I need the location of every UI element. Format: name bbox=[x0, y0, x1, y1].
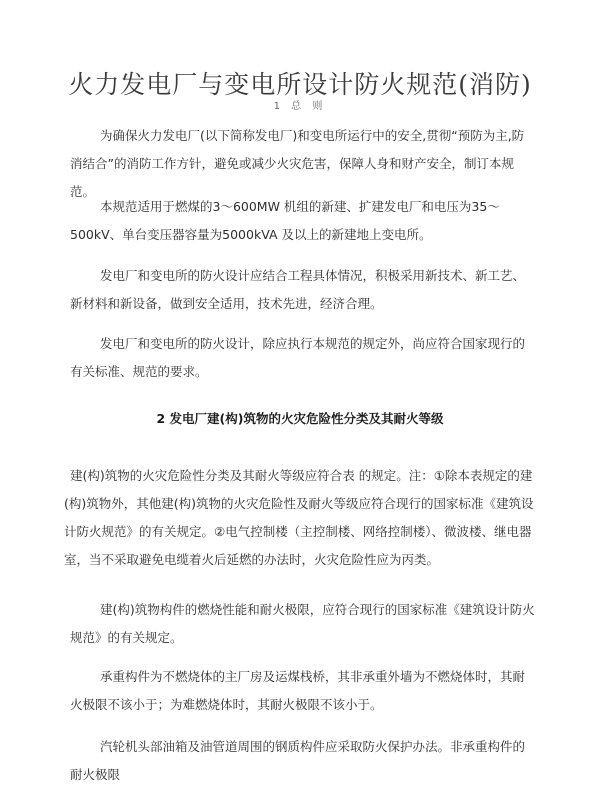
paragraph-purpose: 为确保火力发电厂(以下简称发电厂)和变电所运行中的安全,贯彻“预防为主,防消结合”的消防工作方针，避免或减少火灾危害，保障人身和财产安全，制订本规范。 bbox=[70, 128, 525, 199]
paragraph-component-fire-resistance: 建(构)筑物构件的燃烧性能和耐火极限，应符合现行的国家标准《建筑设计防火规范》的有关规定。 bbox=[70, 602, 535, 645]
chapter-heading: 1 总 则 bbox=[273, 101, 327, 112]
paragraph-standards-compliance: 发电厂和变电所的防火设计，除应执行本规范的规定外，尚应符合国家现行的有关标准、规范的要求。 bbox=[70, 336, 526, 379]
document-title: 火力发电厂与变电所设计防火规范(消防) bbox=[68, 69, 532, 99]
paragraph-scope: 本规范适用于燃煤的3～600MW 机组的新建、扩建发电厂和电压为35～500kV、单台变压器容量为5000kVA 及以上的新建地上变电所。 bbox=[70, 199, 500, 242]
paragraph-main-building-walls: 承重构件为不燃烧体的主厂房及运煤栈桥，其非承重外墙为不燃烧体时，其耐火极限不该小于；为难燃烧体时，其耐火极限不该小于。 bbox=[70, 669, 526, 712]
paragraph-turbine-oil-tank: 汽轮机头部油箱及油管道周围的钢质构件应采取防火保护办法。非承重构件的耐火极限 bbox=[70, 739, 526, 782]
paragraph-design-principles: 发电厂和变电所的防火设计应结合工程具体情况，积极采用新技术、新工艺、新材料和新设备，做到安全适用，技术先进，经济合理。 bbox=[70, 268, 526, 311]
paragraph-fire-hazard-classification: 建(构)筑物的火灾危险性分类及其耐火等级应符合表 的规定。注：①除本表规定的建(构)筑物外，其他建(构)筑物的火灾危险性及耐火等级应符合现行的国家标准《建筑设计防火规范》的有关规定。②电气控制楼（主控制楼、网络控制楼）、微波楼、继电器室，当不采取避免电缆着火后延燃的办法时，火灾危险性应为丙类。 bbox=[64, 468, 534, 567]
section-2-heading: 2 发电厂建(构)筑物的火灾危险性分类及其耐火等级 bbox=[156, 411, 444, 427]
